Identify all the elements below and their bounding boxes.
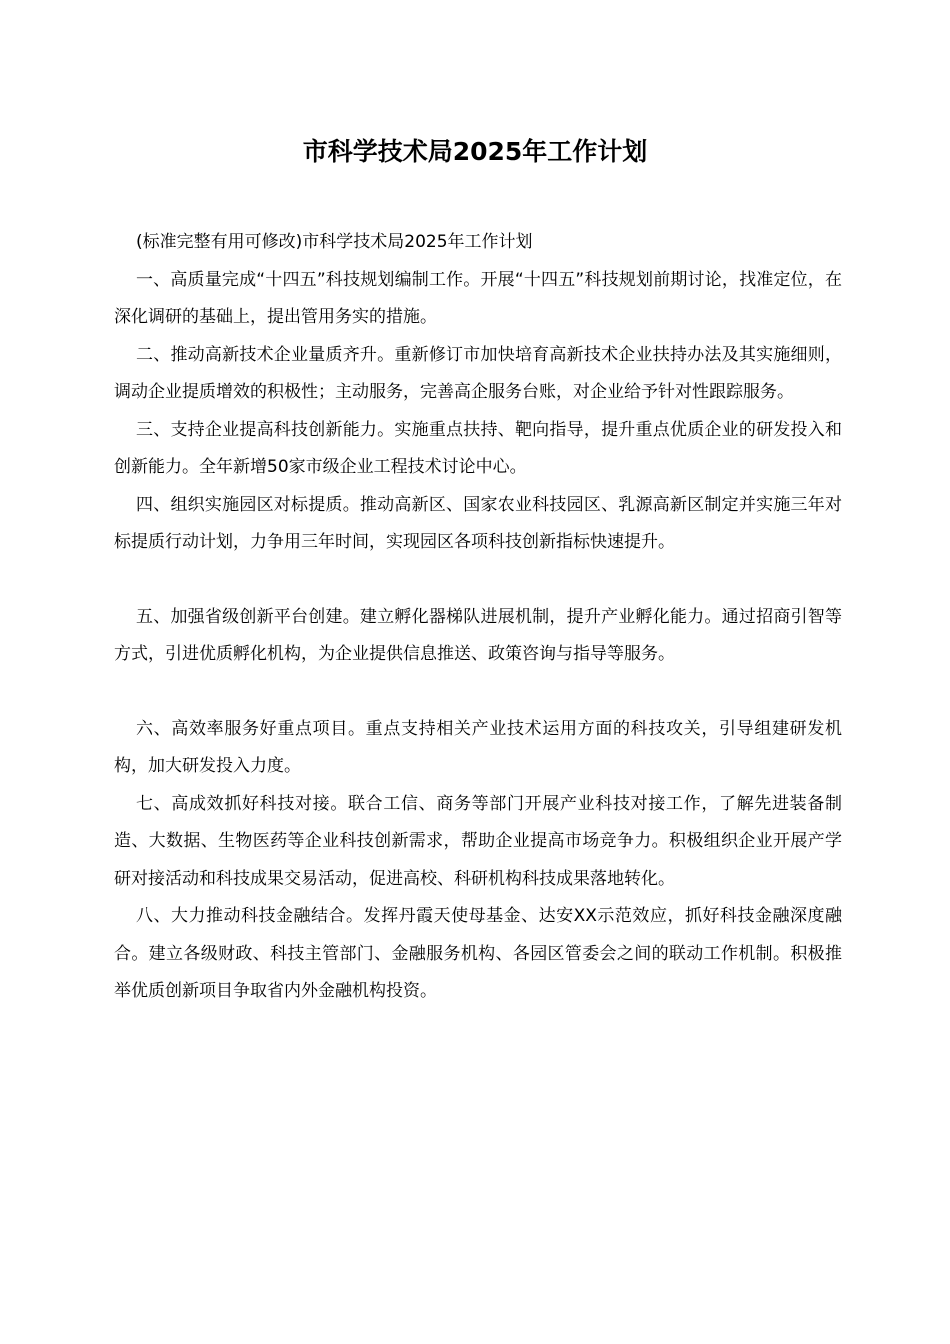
- paragraph-2: 二、推动高新技术企业量质齐升。重新修订市加快培育高新技术企业扶持办法及其实施细则，调动企业提质增效的积极性；主动服务，完善高企服务台账，对企业给予针对性跟踪服务。: [114, 344, 842, 402]
- paragraph-3: 三、支持企业提高科技创新能力。实施重点扶持、靶向指导，提升重点优质企业的研发投入和创新能力。全年新增50家市级企业工程技术讨论中心。: [114, 419, 842, 477]
- document-title: 市科学技术局2025年工作计划: [302, 137, 648, 166]
- paragraph-4: 四、组织实施园区对标提质。推动高新区、国家农业科技园区、乳源高新区制定并实施三年对标提质行动计划，力争用三年时间，实现园区各项科技创新指标快速提升。: [114, 494, 842, 552]
- paragraph-5: 五、加强省级创新平台创建。建立孵化器梯队进展机制，提升产业孵化能力。通过招商引智等方式，引进优质孵化机构，为企业提供信息推送、政策咨询与指导等服务。: [114, 606, 842, 664]
- document-body: [114, 224, 842, 1011]
- paragraph-6: 六、高效率服务好重点项目。重点支持相关产业技术运用方面的科技攻关，引导组建研发机构，加大研发投入力度。: [114, 718, 842, 776]
- paragraph-1: 一、高质量完成“十四五”科技规划编制工作。开展“十四五”科技规划前期讨论，找准定位，在深化调研的基础上，提出管用务实的措施。: [114, 269, 842, 327]
- paragraph-7: 七、高成效抓好科技对接。联合工信、商务等部门开展产业科技对接工作，了解先进装备制造、大数据、生物医药等企业科技创新需求，帮助企业提高市场竞争力。积极组织企业开展产学研对接活动和科技成果交易活动，促进高校、科研机构科技成果落地转化。: [114, 793, 842, 889]
- paragraph-8: 八、大力推动科技金融结合。发挥丹霞天使母基金、达安XX示范效应，抓好科技金融深度融合。建立各级财政、科技主管部门、金融服务机构、各园区管委会之间的联动工作机制。积极推举优质创新项目争取省内外金融机构投资。: [114, 906, 842, 1001]
- document-subtitle: (标准完整有用可修改)市科学技术局2025年工作计划: [136, 232, 533, 252]
